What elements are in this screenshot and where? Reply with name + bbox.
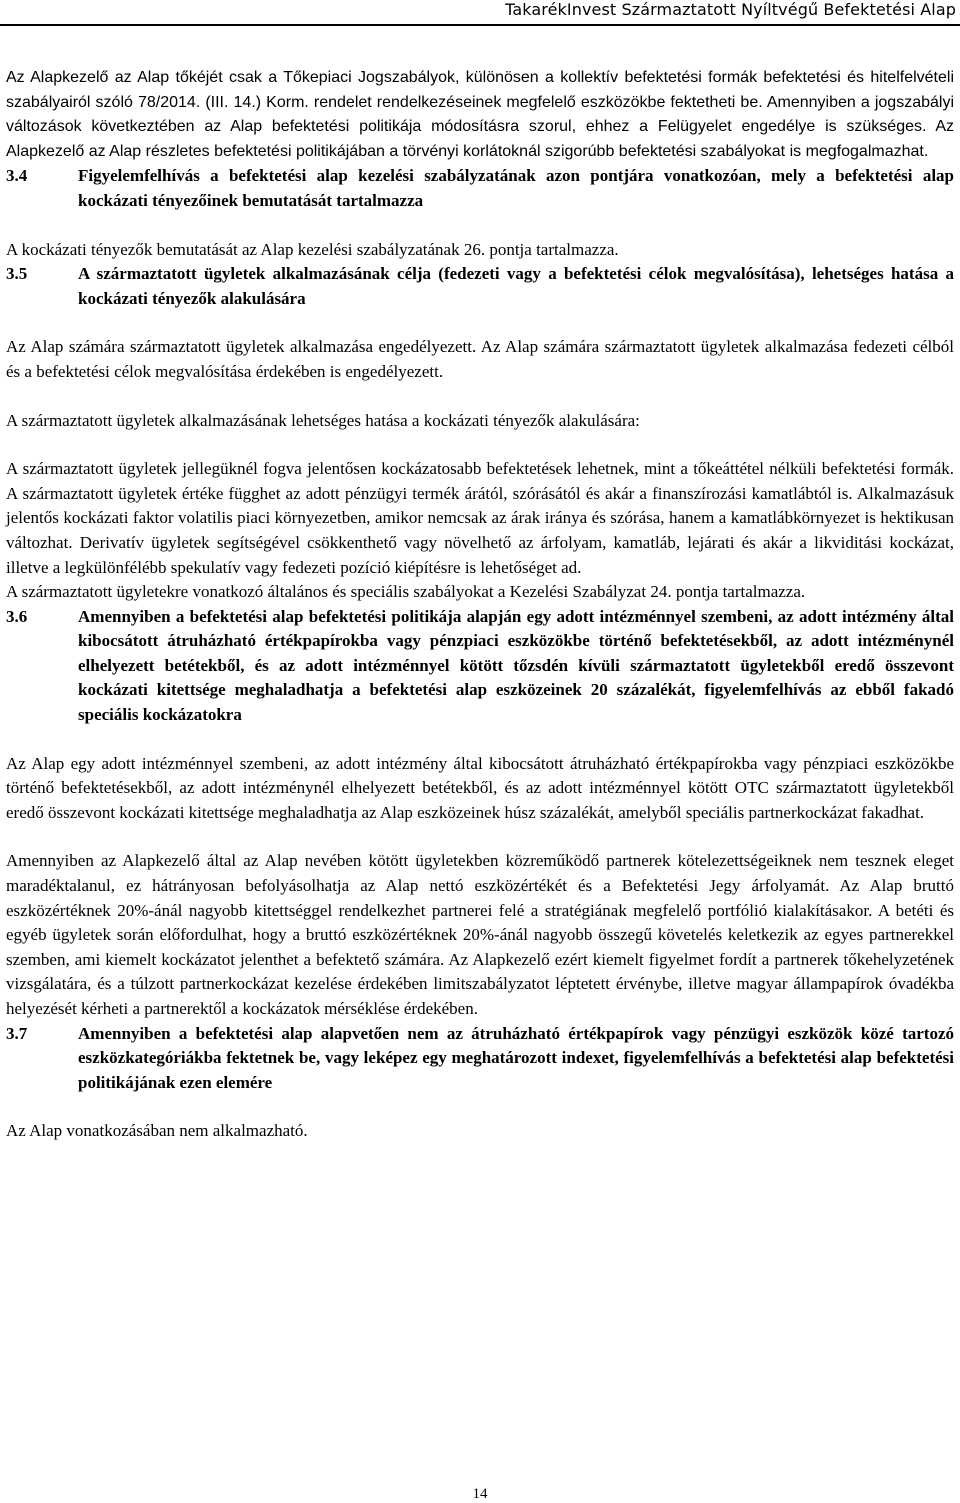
header-title: TakarékInvest Származtatott Nyíltvégű Befektetési Alap (505, 0, 956, 19)
header-divider (0, 24, 960, 26)
page-number: 14 (472, 1486, 488, 1502)
section-3-5-paragraph-4: A származtatott ügyletekre vonatkozó általános és speciális szabályokat a Kezelési Szabályzat 24. pontja tartalmazza. (6, 582, 806, 602)
section-3-5-paragraph-1: Az Alap számára származtatott ügyletek alkalmazása engedélyezett. Az Alap számára származtatott ügyletek alkalmazása fedezeti célból és a befektetési célok megvalósítása érdekében is engedélyezett. (6, 337, 954, 381)
section-number: 3.6 (6, 606, 28, 626)
section-3-7-heading (6, 1022, 954, 1096)
section-3-6-heading (6, 605, 954, 728)
document-body (6, 66, 954, 1144)
section-3-6-paragraph-2: Amennyiben az Alapkezelő által az Alap nevében kötött ügyletekben közreműködő partnerek kötelezettségeiknek nem tesznek eleget maradéktalanul, ez hátrányosan befolyásolhatja az Alap nettó eszközértékét és a Befektetési Jegy árfolyamát. Az Alap bruttó eszközértéknek 20%-ánál nagyobb kitettséggel rendelkezhet partnerei felé a stratégiának megfelelő portfólió kialakításakor. A betéti és egyéb ügyletek során előfordulhat, hogy a bruttó eszközértéknek 20%-ánál nagyobb összegű követelés keletkezik az egyes partnerekkel szemben, ami kiemelt kockázatot jelenthet a befektető számára. Az Alapkezelő ezért kiemelt figyelmet fordít a partnerek tőkehelyzetének vizsgálatára, és a túlzott partnerkockázat kezelése érdekében limitszabályzatot léptetett érvénybe, illetve magyar állampapírok óvadékba helyezését kérheti a partnerektől a kockázatok mérséklése érdekében. (6, 851, 954, 1018)
section-3-6-paragraph-1: Az Alap egy adott intézménnyel szembeni, az adott intézmény által kibocsátott átruházható értékpapírokba vagy pénzpiaci eszközökbe történő befektetésekből, az adott intézménynél elhelyezett betétekből, és az adott intézménnyel kötött OTC származtatott ügyletekből eredő összevont kockázati kitettsége meghaladhatja az Alap eszközeinek húsz százalékát, amelyből speciális partnerkockázat fakadhat. (6, 753, 954, 822)
page-header (0, 0, 960, 22)
section-3-5-heading (6, 262, 954, 311)
section-3-5-paragraph-2: A származtatott ügyletek alkalmazásának lehetséges hatása a kockázati tényezők alakulására: (6, 410, 640, 430)
section-title: A származtatott ügyletek alkalmazásának célja (fedezeti vagy a befektetési célok megvalósítása), lehetséges hatása a kockázati tényezők alakulására (78, 264, 954, 308)
section-3-7-paragraph: Az Alap vonatkozásában nem alkalmazható. (6, 1121, 308, 1141)
intro-paragraph: Az Alapkezelő az Alap tőkéjét csak a Tőkepiaci Jogszabályok, különösen a kollektív befektetési formák befektetési és hitelfelvételi szabályairól szóló 78/2014. (III. 14.) Korm. rendelet rendelkezéseinek megfelelő eszközökbe fektetheti be. Amennyiben a jogszabályi változások következtében az Alap befektetési politikája módosításra szorul, ehhez a Felügyelet engedélye is szükséges. Az Alapkezelő az Alap részletes befektetési politikájában a törvényi korlátoknál szigorúbb befektetési szabályokat is megfogalmazhat. (6, 69, 954, 160)
section-3-4-heading (6, 164, 954, 213)
section-3-5-paragraph-3: A származtatott ügyletek jellegüknél fogva jelentősen kockázatosabb befektetések lehetnek, mint a tőkeáttétel nélküli befektetési formák. A származtatott ügyletek értéke függhet az adott pénzügyi termék árától, szórásától és akár a finanszírozási kamatlábtól is. Alkalmazásuk jelentős kockázati faktor volatilis piaci környezetben, amikor nemcsak az árak iránya és szórása, hanem a kamatlábkörnyezet is hektikusan változhat. Derivatív ügyletek segítségével csökkenthető vagy növelhető az árfolyam, kamatláb, lejárati és akár a likviditási kockázat, illetve a legkülönfélébb spekulatív vagy fedezeti pozíció kiépítésre is lehetőséget ad. (6, 459, 954, 577)
section-number: 3.4 (6, 166, 28, 186)
section-title: Amennyiben a befektetési alap befektetési politikája alapján egy adott intézménnyel szembeni, az adott intézmény által kibocsátott átruházható értékpapírokba vagy pénzpiaci eszközökbe történő befektetésekből, az adott intézménynél elhelyezett betétekből, és az adott intézménnyel kötött tőzsdén kívüli származtatott ügyletekből eredő összevont kockázati kitettsége meghaladhatja a befektetési alap eszközeinek 20 százalékát, figyelemfelhívás az ebből fakadó speciális kockázatokra (78, 606, 954, 725)
section-3-4-paragraph: A kockázati tényezők bemutatását az Alap kezelési szabályzatának 26. pontja tartalmazza. (6, 239, 619, 259)
section-number: 3.5 (6, 264, 28, 284)
section-number: 3.7 (6, 1023, 28, 1043)
section-title: Figyelemfelhívás a befektetési alap kezelési szabályzatának azon pontjára vonatkozóan, mely a befektetési alap kockázati tényezőinek bemutatását tartalmazza (78, 166, 954, 210)
section-title: Amennyiben a befektetési alap alapvetően nem az átruházható értékpapírok vagy pénzügyi eszközök közé tartozó eszközkategóriákba fektetnek be, vagy leképez egy meghatározott indexet, figyelemfelhívás a befektetési alap befektetési politikájának ezen elemére (78, 1023, 954, 1092)
